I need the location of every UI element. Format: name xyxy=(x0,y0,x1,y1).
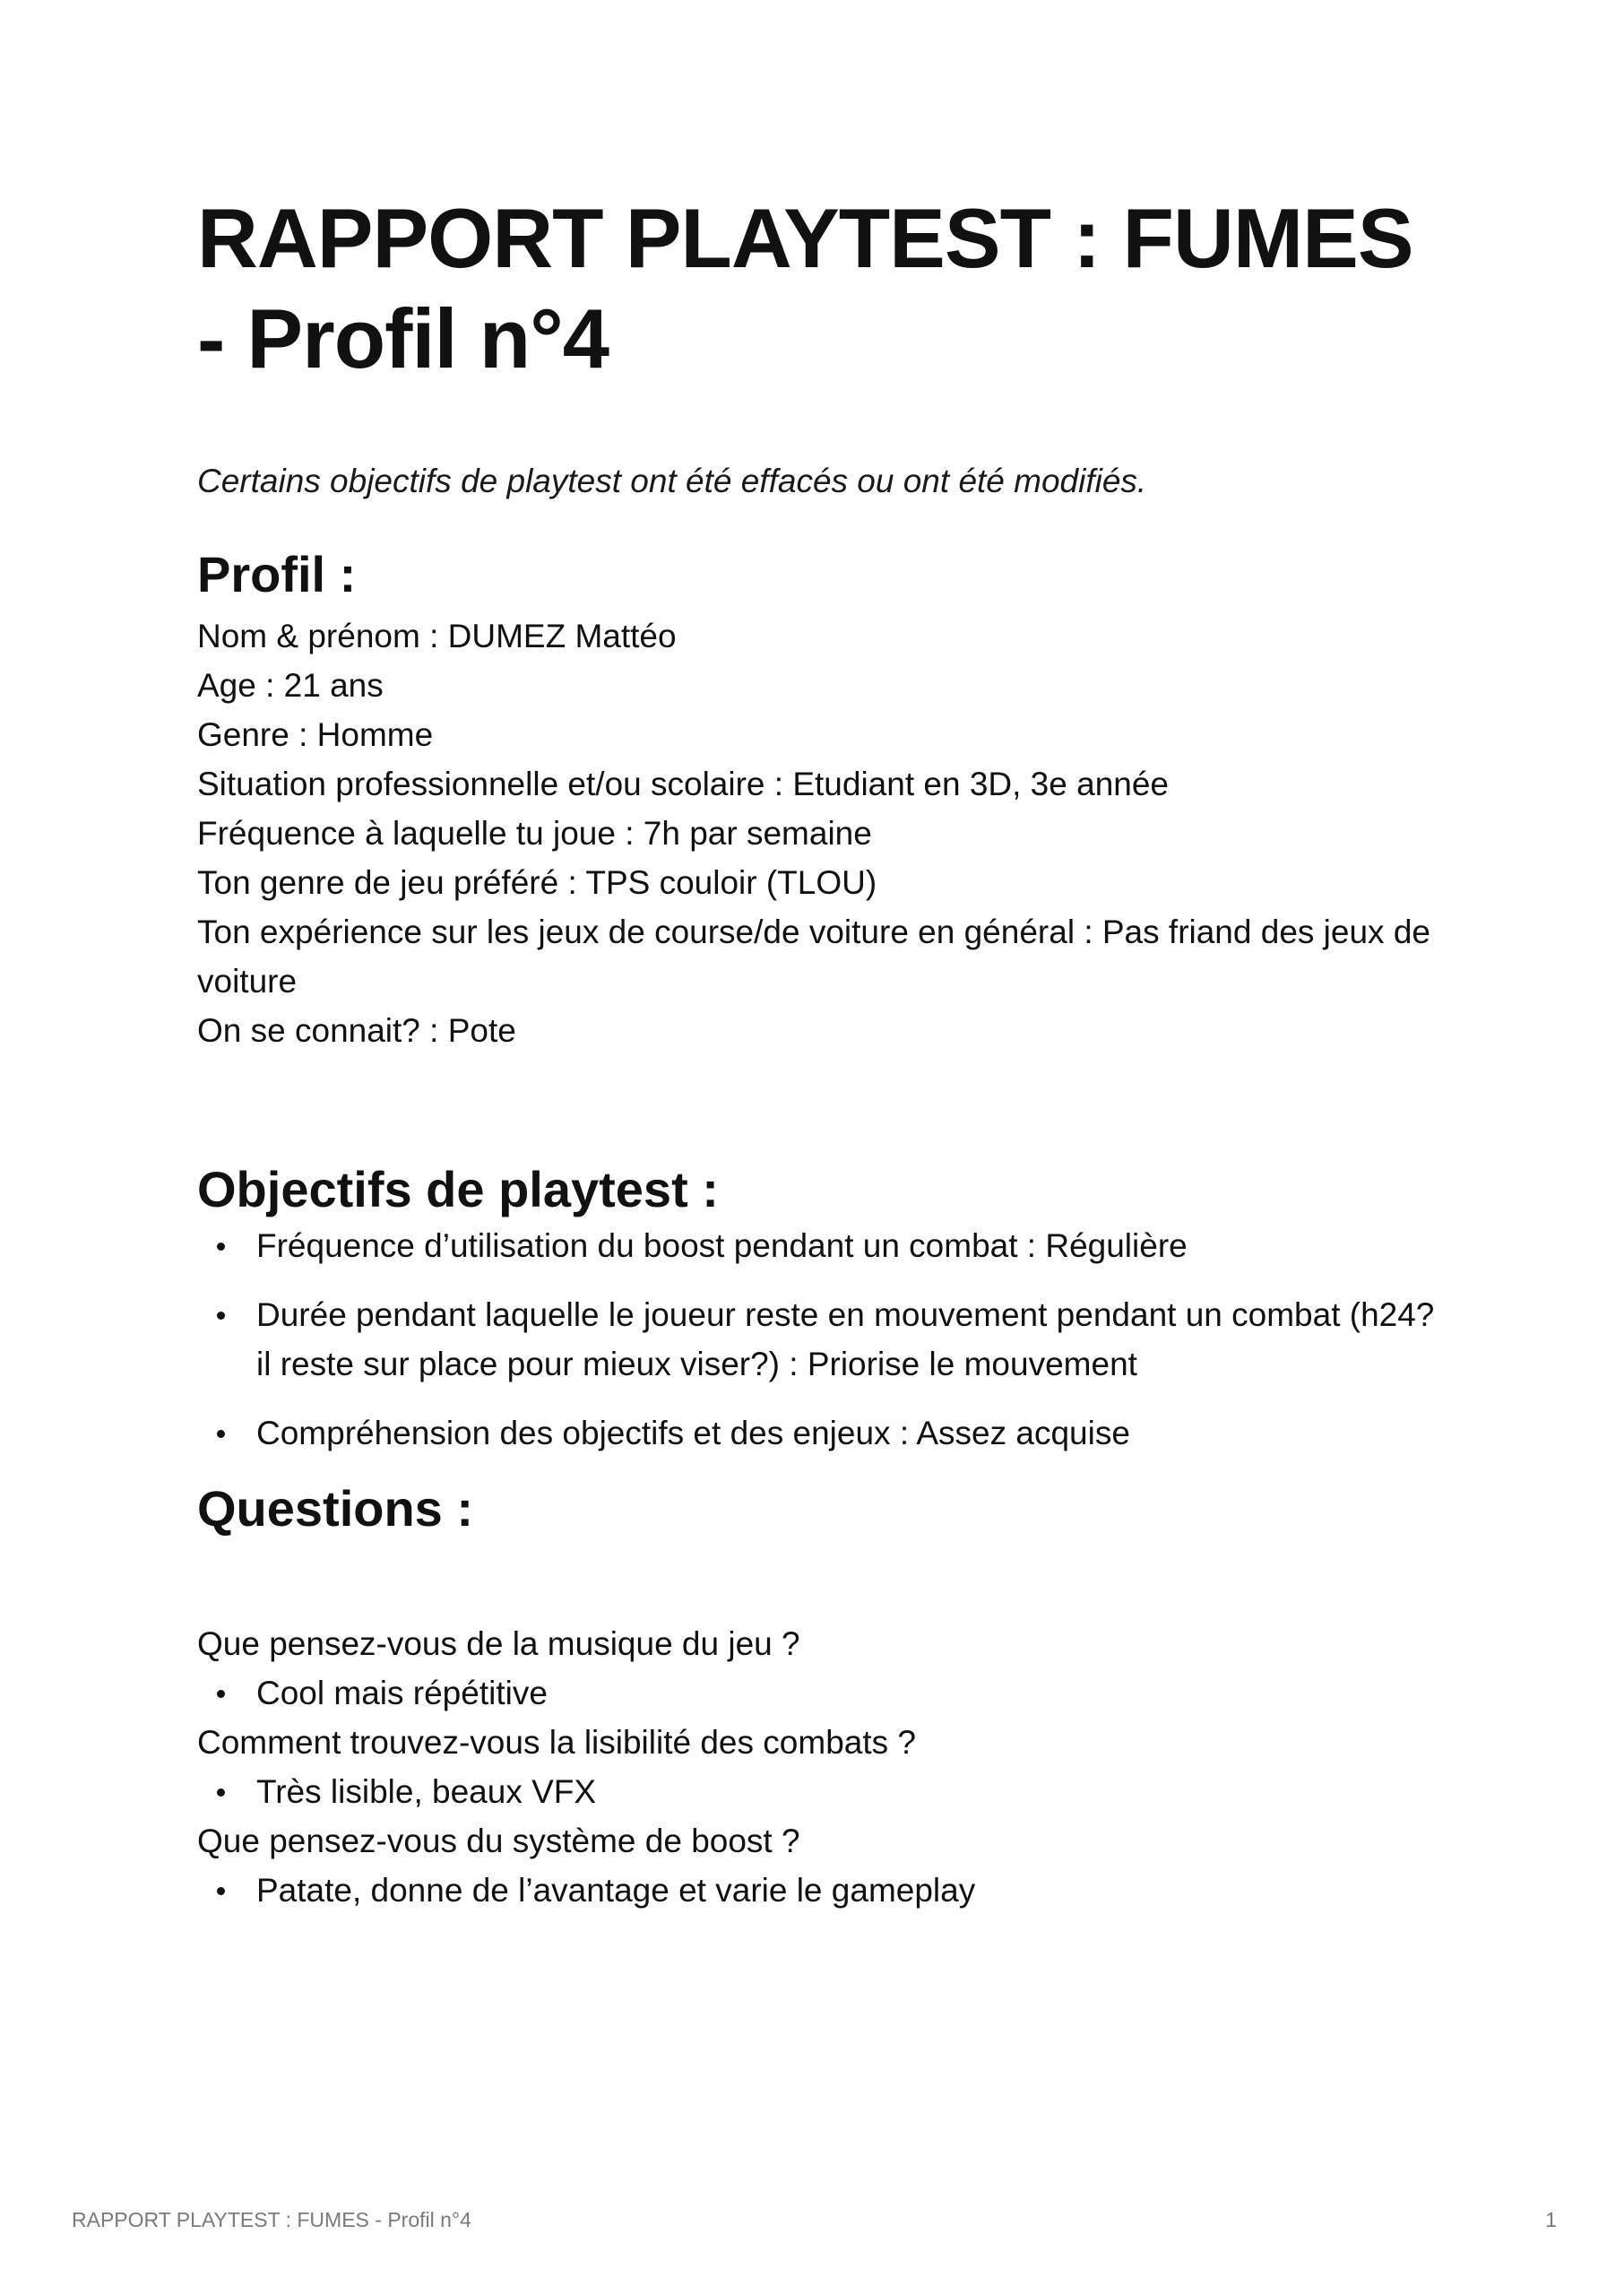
profile-line-frequency: Fréquence à laquelle tu joue : 7h par semaine xyxy=(197,815,872,852)
answer-item: Cool mais répétitive xyxy=(197,1668,1457,1718)
objective-item: Durée pendant laquelle le joueur reste en mouvement pendant un combat (h24? il reste sur place pour mieux viser?) : Priorise le mouvement xyxy=(197,1290,1457,1389)
answer-list xyxy=(197,1668,1452,1718)
profile-line-name: Nom & prénom : DUMEZ Mattéo xyxy=(197,618,677,654)
answer-list xyxy=(197,1866,1452,1915)
profile-line-gender: Genre : Homme xyxy=(197,716,434,753)
objective-item: Compréhension des objectifs et des enjeux : Assez acquise xyxy=(197,1408,1457,1458)
document-body xyxy=(197,188,1452,1915)
question-text: Que pensez-vous du système de boost ? xyxy=(197,1823,800,1859)
profile-details xyxy=(197,611,1452,1055)
question-text: Comment trouvez-vous la lisibilité des combats ? xyxy=(197,1724,916,1761)
profile-heading: Profil : xyxy=(197,546,357,602)
questions-list xyxy=(197,1619,1452,1915)
questions-heading: Questions : xyxy=(197,1480,474,1537)
page-subtitle: Certains objectifs de playtest ont été effacés ou ont été modifiés. xyxy=(197,463,1147,499)
page-title: RAPPORT PLAYTEST : FUMES - Profil n°4 xyxy=(197,191,1413,385)
answer-list xyxy=(197,1767,1452,1816)
objective-item: Fréquence d’utilisation du boost pendant un combat : Régulière xyxy=(197,1221,1457,1270)
footer-title: RAPPORT PLAYTEST : FUMES - Profil n°4 xyxy=(72,2208,471,2231)
profile-line-racing-experience: Ton expérience sur les jeux de course/de voiture en général : Pas friand des jeux de voiture xyxy=(197,914,1430,1000)
profile-line-situation: Situation professionnelle et/ou scolaire : Etudiant en 3D, 3e année xyxy=(197,766,1170,802)
answer-item: Très lisible, beaux VFX xyxy=(197,1767,1457,1816)
objectives-list xyxy=(197,1221,1452,1458)
question-text: Que pensez-vous de la musique du jeu ? xyxy=(197,1625,800,1662)
objectives-heading: Objectifs de playtest : xyxy=(197,1161,719,1217)
page-number: 1 xyxy=(1545,2208,1557,2231)
profile-line-age: Age : 21 ans xyxy=(197,667,384,704)
answer-item: Patate, donne de l’avantage et varie le gameplay xyxy=(197,1866,1457,1915)
profile-line-favorite-genre: Ton genre de jeu préféré : TPS couloir (TLOU) xyxy=(197,864,877,901)
profile-line-acquaintance: On se connait? : Pote xyxy=(197,1012,516,1049)
